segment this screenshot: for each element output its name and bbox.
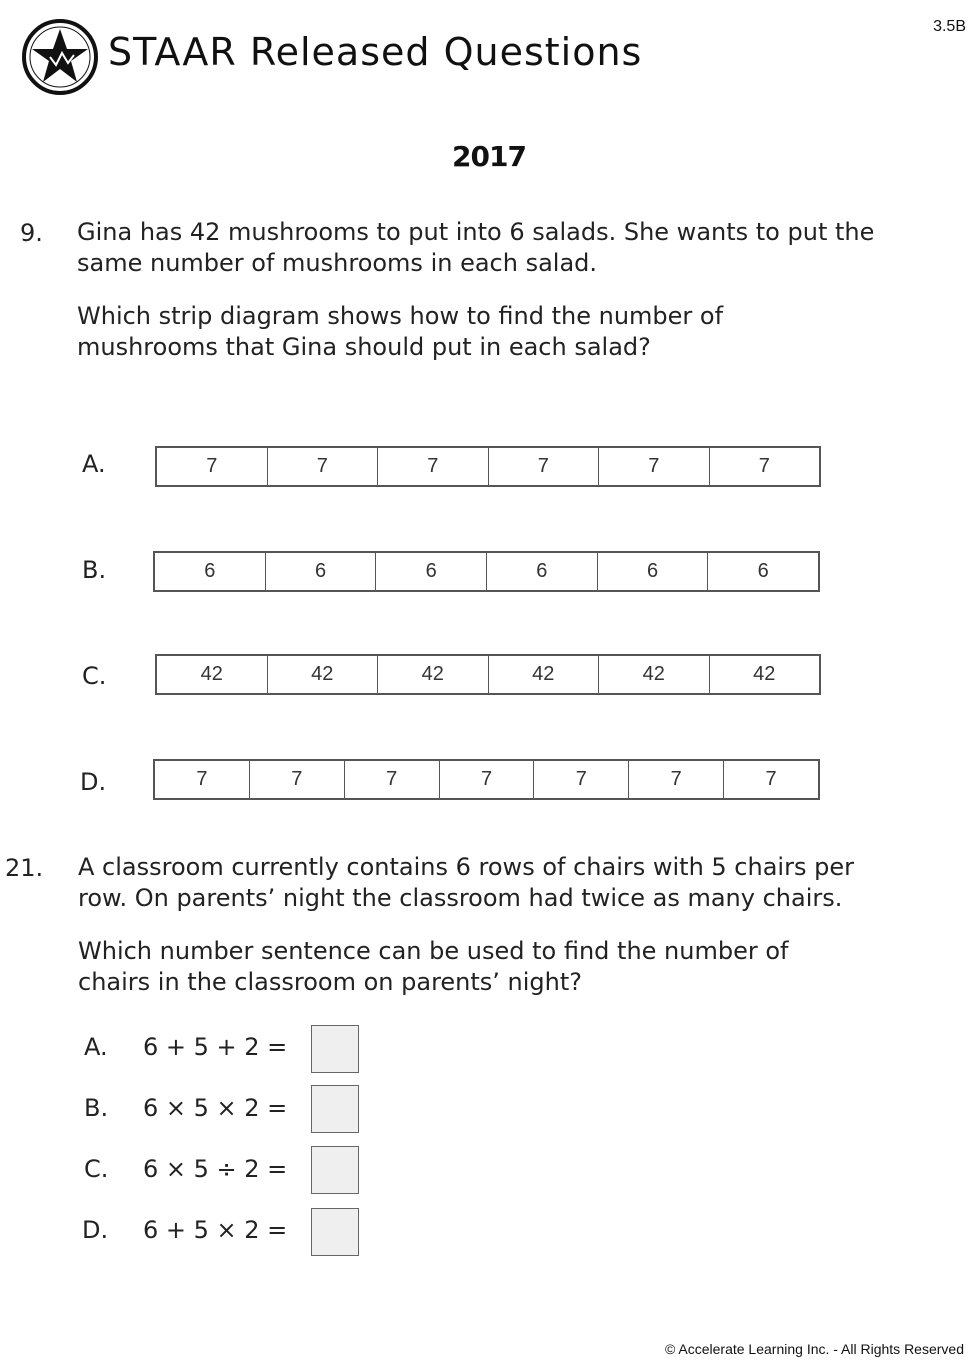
q21-option-a-expression: 6 + 5 + 2 =: [143, 1033, 288, 1061]
q21-option-d-answer-box: [311, 1208, 359, 1256]
q21-option-d-expression: 6 + 5 × 2 =: [143, 1216, 288, 1244]
q21-option-d-label[interactable]: D.: [82, 1216, 109, 1244]
q21-option-a-label[interactable]: A.: [84, 1033, 108, 1061]
strip-cell: 6: [155, 553, 266, 590]
question-21-text-line-2: row. On parents’ night the classroom had twice as many chairs.: [78, 884, 843, 912]
strip-cell: 7: [489, 448, 600, 485]
q9-option-b-strip-diagram: [153, 551, 820, 592]
strip-cell: 7: [250, 761, 345, 798]
strip-cell: 6: [266, 553, 377, 590]
question-9-prompt-line-2: mushrooms that Gina should put in each salad?: [77, 333, 651, 361]
page-title: STAAR Released Questions: [108, 30, 643, 74]
q21-option-c-expression: 6 × 5 ÷ 2 =: [143, 1155, 288, 1183]
question-9-text-line-2: same number of mushrooms in each salad.: [77, 249, 598, 277]
q21-option-c-label[interactable]: C.: [84, 1155, 109, 1183]
q9-option-d-strip-diagram: [153, 759, 820, 800]
question-21-prompt-line-1: Which number sentence can be used to find the number of: [78, 937, 789, 965]
strip-cell: 42: [157, 656, 268, 693]
strip-cell: 7: [758, 455, 770, 477]
strip-cell: 6: [598, 553, 709, 590]
strip-cell: 7: [765, 768, 777, 790]
year-heading: 2017: [452, 140, 526, 173]
strip-cell: 42: [268, 656, 379, 693]
question-21-number: 21.: [5, 854, 44, 882]
strip-cell: 7: [378, 448, 489, 485]
q9-option-b-label[interactable]: B.: [82, 556, 107, 584]
strip-cell: 7: [629, 761, 724, 798]
strip-cell: 7: [268, 448, 379, 485]
q21-option-b-expression: 6 × 5 × 2 =: [143, 1094, 288, 1122]
strip-cell: 6: [487, 553, 598, 590]
strip-cell: 42: [489, 656, 600, 693]
q9-option-a-label[interactable]: A.: [82, 450, 106, 478]
question-21-prompt-line-2: chairs in the classroom on parents’ night?: [78, 968, 583, 996]
question-21-text: [78, 852, 958, 914]
strip-cell: 42: [753, 663, 776, 685]
question-9-text: [77, 217, 957, 279]
q9-option-c-label[interactable]: C.: [82, 662, 107, 690]
strip-cell: 7: [157, 448, 268, 485]
question-9-number: 9.: [20, 219, 43, 247]
strip-cell: 7: [534, 761, 629, 798]
strip-cell: 6: [757, 560, 769, 582]
q21-option-a-answer-box: [311, 1025, 359, 1073]
strip-cell: 7: [345, 761, 440, 798]
q9-option-a-strip-diagram: [155, 446, 821, 487]
question-9-prompt: [77, 301, 957, 363]
question-21-prompt: [78, 936, 958, 998]
question-9-text-line-1: Gina has 42 mushrooms to put into 6 salads. She wants to put the: [77, 218, 875, 246]
q21-option-c-answer-box: [311, 1146, 359, 1194]
strip-cell: 7: [599, 448, 710, 485]
star-logo-icon: [20, 17, 100, 97]
strip-cell: 42: [599, 656, 710, 693]
strip-cell: 7: [155, 761, 250, 798]
question-9-prompt-line-1: Which strip diagram shows how to find the number of: [77, 302, 724, 330]
strip-cell: 42: [378, 656, 489, 693]
strip-cell: 6: [376, 553, 487, 590]
q21-option-b-label[interactable]: B.: [84, 1094, 109, 1122]
standard-code: 3.5B: [933, 18, 966, 35]
q21-option-b-answer-box: [311, 1085, 359, 1133]
copyright-footer: © Accelerate Learning Inc. - All Rights Reserved: [664, 1341, 964, 1357]
question-21-text-line-1: A classroom currently contains 6 rows of chairs with 5 chairs per: [78, 853, 854, 881]
q9-option-d-label[interactable]: D.: [80, 768, 107, 796]
q9-option-c-strip-diagram: [155, 654, 821, 695]
strip-cell: 7: [440, 761, 535, 798]
